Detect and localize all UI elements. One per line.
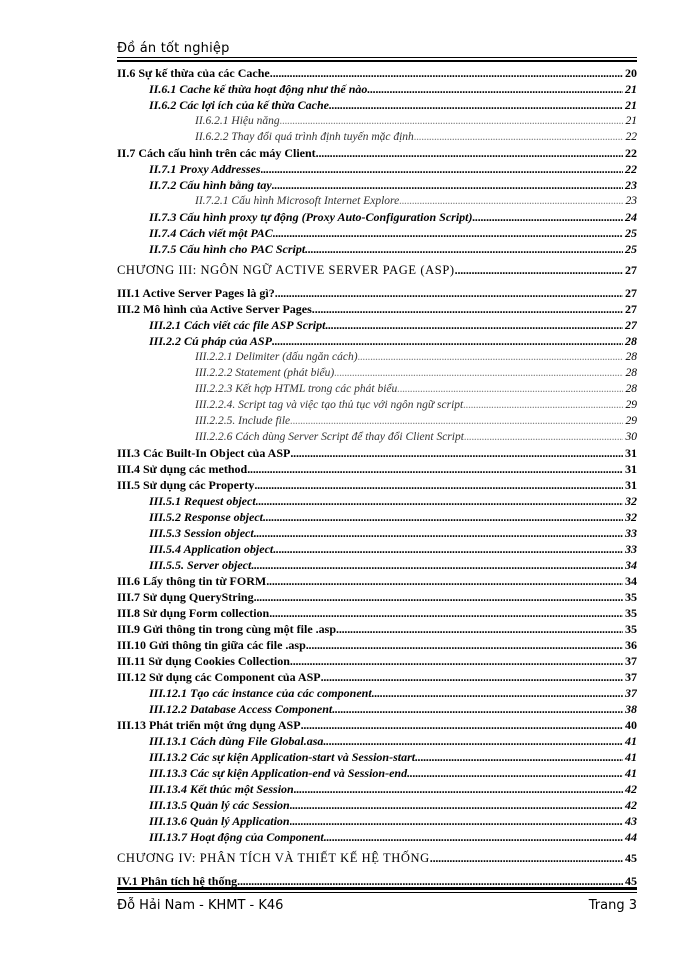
toc-entry-page: 30 [625, 431, 637, 443]
toc-entry-page: 33 [625, 526, 637, 540]
toc-entry-title: II.6.2.1 Hiệu năng [195, 115, 280, 127]
dot-leader [455, 263, 623, 277]
toc-entry-page: 21 [625, 98, 637, 112]
toc-entry [117, 556, 637, 572]
header-rule-thin [117, 57, 637, 58]
toc-entry-title: III.5.3 Session object [149, 526, 254, 540]
toc-entry-page: 33 [625, 542, 637, 556]
toc-entry-title: II.7.4 Cách viết một PAC [149, 226, 273, 240]
toc-entry [117, 700, 637, 716]
toc-entry [117, 396, 637, 412]
toc-entry [117, 192, 637, 208]
toc-entry-title: II.6.1 Cache kế thừa hoạt động như thế nào [149, 82, 368, 96]
dot-leader [407, 766, 623, 780]
toc-entry-page: 42 [625, 798, 637, 812]
toc-entry-page: 25 [625, 242, 637, 256]
dot-leader [273, 542, 623, 556]
toc-entry-title: III.13.6 Quản lý Application [149, 814, 290, 828]
toc-entry-page: 22 [625, 162, 637, 176]
dot-leader [323, 734, 623, 748]
dot-leader [256, 494, 623, 508]
toc-entry-page: 37 [625, 670, 637, 684]
toc-entry-page: 27 [625, 263, 637, 277]
dot-leader [273, 226, 623, 240]
dot-leader [254, 478, 623, 492]
toc-entry [117, 872, 637, 888]
toc-entry [117, 732, 637, 748]
dot-leader [273, 66, 623, 80]
toc-entry-title: III.1 Active Server Pages là gì? [117, 286, 275, 300]
dot-leader [254, 590, 623, 604]
dot-leader [336, 622, 623, 636]
toc-entry-title: III.5.2 Response object [149, 510, 263, 524]
toc-entry-page: 21 [625, 82, 637, 96]
dot-leader [316, 146, 623, 160]
toc-entry-title: IV.1 Phân tích hệ thống [117, 874, 238, 888]
toc-entry [117, 668, 637, 684]
toc-entry [117, 208, 637, 224]
toc-entry-page: 37 [625, 686, 637, 700]
dot-leader [321, 670, 623, 684]
toc-entry-page: 41 [625, 734, 637, 748]
toc-entry-title: III.12 Sử dụng các Component của ASP [117, 670, 321, 684]
toc-entry-page: 32 [625, 510, 637, 524]
toc-entry-title: III.13 Phát triển một ứng dụng ASP [117, 718, 301, 732]
toc-entry-title: III.2.2.4. Script tag và việc tạo thủ tục với ngôn ngữ script [195, 399, 464, 411]
toc-entry [117, 828, 637, 844]
toc-entry [117, 684, 637, 700]
toc-entry [117, 316, 637, 332]
dot-leader [290, 654, 623, 668]
toc-entry-title: III.5.4 Application object [149, 542, 274, 556]
toc-entry-page: 44 [625, 830, 637, 844]
toc-entry-title: III.2 Mô hình của Active Server Pages. [117, 302, 315, 316]
footer-author: Đỗ Hải Nam - KHMT - K46 [117, 898, 284, 913]
toc-entry [117, 80, 637, 96]
toc-entry [117, 716, 637, 732]
toc-entry [117, 588, 637, 604]
toc-entry [117, 96, 637, 112]
toc-entry [117, 128, 637, 144]
toc-entry-page: 36 [625, 638, 637, 652]
toc-entry-page: 45 [625, 874, 637, 888]
dot-leader [301, 718, 623, 732]
toc-entry-page: 25 [625, 226, 637, 240]
toc-entry-title: III.2.2.6 Cách dùng Server Script để thay đổi Client Script [195, 431, 464, 443]
dot-leader [247, 462, 623, 476]
dot-leader [324, 830, 623, 844]
dot-leader [372, 686, 623, 700]
toc-entry [117, 780, 637, 796]
toc-entry-title: III.9 Gửi thông tin trong cùng một file .asp [117, 622, 337, 636]
toc-entry-page: 32 [625, 494, 637, 508]
toc-entry-page: 31 [625, 446, 637, 460]
toc-entry-page: 29 [625, 399, 637, 411]
toc-entry-title: III.2.2 Cú pháp của ASP [149, 334, 272, 348]
toc-entry-page: 23 [625, 178, 637, 192]
toc-entry-title: III.7 Sử dụng QueryString [117, 590, 254, 604]
toc-entry-page: 28 [625, 334, 637, 348]
dot-leader [463, 398, 623, 412]
dot-leader [305, 242, 623, 256]
toc-entry-title: II.6.2.2 Thay đổi quá trình định tuyến mặc định [195, 131, 414, 143]
toc-entry [117, 300, 637, 316]
toc-entry-title: III.8 Sử dụng Form collection [117, 606, 270, 620]
dot-leader [272, 334, 623, 348]
toc-entry-page: 31 [625, 462, 637, 476]
dot-leader [263, 510, 623, 524]
toc-entry [117, 224, 637, 240]
toc-entry-page: 41 [625, 750, 637, 764]
dot-leader [464, 430, 623, 444]
toc-entry [117, 364, 637, 380]
toc-entry-title: III.13.1 Cách dùng File Global.asa [149, 734, 324, 748]
toc-entry-page: 27 [625, 286, 637, 300]
toc-entry-title: III.6 Lấy thông tin từ FORM [117, 574, 267, 588]
dot-leader [290, 814, 623, 828]
toc-entry-page: 38 [625, 702, 637, 716]
toc-entry [117, 444, 637, 460]
footer-rule-thick [117, 887, 637, 890]
toc-entry-title: II.7.3 Cấu hình proxy tự động (Proxy Auto-Configuration Script) [149, 210, 473, 224]
dot-leader [290, 414, 623, 428]
dot-leader [329, 98, 623, 112]
dot-leader [306, 638, 623, 652]
toc-entry-title: III.10 Gửi thông tin giữa các file .asp [117, 638, 306, 652]
toc-entry [117, 604, 637, 620]
toc-entry-title: III.2.2.2 Statement (phát biểu) [195, 367, 335, 379]
toc-entry-page: 28 [625, 367, 637, 379]
toc-entry-title: III.13.7 Hoạt động của Component [149, 830, 324, 844]
toc-entry [117, 812, 637, 828]
dot-leader [415, 750, 623, 764]
dot-leader [261, 162, 623, 176]
toc-entry-title: III.5.5. Server object [149, 558, 252, 572]
toc-entry-page: 20 [625, 66, 637, 80]
dot-leader [266, 574, 623, 588]
dot-leader [251, 558, 623, 572]
toc-entry-title: II.6.2 Các lợi ích của kế thừa Cache [149, 98, 329, 112]
toc-entry-page: 21 [625, 115, 637, 127]
toc-entry-title: III.11 Sử dụng Cookies Collection [117, 654, 290, 668]
dot-leader [280, 114, 623, 128]
dot-leader [430, 851, 623, 865]
toc-entry-title: III.12.2 Database Access Component [149, 702, 333, 716]
toc-entry-page: 35 [625, 622, 637, 636]
toc-entry-title: III.2.2.1 Delimiter (dấu ngăn cách) [195, 351, 358, 363]
footer-rule-thin [117, 892, 637, 893]
dot-leader [254, 526, 623, 540]
toc-entry [117, 284, 637, 300]
toc-entry-title: II.7.1 Proxy Addresses [149, 162, 261, 176]
toc-entry [117, 540, 637, 556]
toc-entry [117, 348, 637, 364]
dot-leader [315, 302, 623, 316]
toc-entry-page: 29 [625, 415, 637, 427]
toc-entry [117, 508, 637, 524]
toc-entry-title: III.13.5 Quản lý các Session [149, 798, 290, 812]
toc-entry-page: 42 [625, 782, 637, 796]
toc-entry-title: II.7 Cách cấu hình trên các máy Client [117, 146, 316, 160]
toc-entry [117, 64, 637, 80]
toc-entry-title: III.13.2 Các sự kiện Application-start và Session-start [149, 750, 416, 764]
toc-chapter-entry [117, 844, 637, 872]
toc-entry [117, 176, 637, 192]
toc-entry-page: 35 [625, 606, 637, 620]
dot-leader [332, 702, 623, 716]
toc-entry-page: 27 [625, 318, 637, 332]
toc-entry [117, 460, 637, 476]
toc-entry [117, 636, 637, 652]
dot-leader [272, 178, 623, 192]
toc-entry [117, 332, 637, 348]
toc-entry-title: III.3 Các Built-In Object của ASP [117, 446, 291, 460]
toc-entry-page: 24 [625, 210, 637, 224]
toc-entry [117, 572, 637, 588]
toc-entry [117, 748, 637, 764]
toc-entry-page: 34 [625, 558, 637, 572]
toc-entry [117, 652, 637, 668]
toc-entry [117, 764, 637, 780]
page-header: Đồ án tốt nghiệp [117, 41, 230, 56]
dot-leader [237, 874, 623, 888]
toc-entry-title: CHƯƠNG III: NGÔN NGỮ ACTIVE SERVER PAGE (ASP) [117, 263, 455, 277]
toc-entry [117, 796, 637, 812]
toc-entry-page: 28 [625, 351, 637, 363]
toc-entry [117, 476, 637, 492]
toc-entry-title: II.7.2 Cấu hình bằng tay [149, 178, 272, 192]
toc-entry-page: 40 [625, 718, 637, 732]
toc-entry-title: II.7.2.1 Cấu hình Microsoft Internet Explore [195, 195, 400, 207]
toc-entry [117, 112, 637, 128]
toc-entry-title: III.2.2.5. Include file [195, 415, 291, 427]
toc-entry [117, 144, 637, 160]
toc-entry [117, 160, 637, 176]
dot-leader [414, 130, 623, 144]
toc-entry-page: 23 [625, 195, 637, 207]
toc-entry-page: 35 [625, 590, 637, 604]
dot-leader [397, 382, 623, 396]
toc-entry [117, 412, 637, 428]
toc-entry [117, 620, 637, 636]
toc-entry [117, 492, 637, 508]
footer-page-number: Trang 3 [588, 898, 637, 913]
toc-entry-title: III.13.4 Kết thúc một Session [149, 782, 294, 796]
toc-entry [117, 240, 637, 256]
toc-entry-title: III.12.1 Tạo các instance của các component [149, 686, 372, 700]
toc-entry-title: II.6 Sự kế thừa của các Cache. [117, 66, 273, 80]
toc-entry-title: III.5 Sử dụng các Property [117, 478, 255, 492]
toc-entry-page: 22 [625, 146, 637, 160]
dot-leader [290, 446, 623, 460]
toc-entry-title: III.13.3 Các sự kiện Application-end và Session-end [149, 766, 408, 780]
toc-entry-page: 22 [625, 131, 637, 143]
dot-leader [358, 350, 623, 364]
toc-entry-page: 31 [625, 478, 637, 492]
dot-leader [269, 606, 623, 620]
toc-entry-title: II.7.5 Cấu hình cho PAC Script [149, 242, 306, 256]
dot-leader [294, 782, 623, 796]
header-rule-thick [117, 60, 637, 62]
toc-entry-title: CHƯƠNG IV: PHÂN TÍCH VÀ THIẾT KẾ HỆ THỐNG [117, 851, 430, 865]
table-of-contents [117, 64, 637, 888]
toc-entry-title: III.2.2.3 Kết hợp HTML trong các phát biểu [195, 383, 398, 395]
dot-leader [367, 82, 623, 96]
toc-entry-title: III.2.1 Cách viết các file ASP Script [149, 318, 326, 332]
toc-entry-page: 34 [625, 574, 637, 588]
dot-leader [399, 194, 623, 208]
toc-entry-page: 37 [625, 654, 637, 668]
toc-entry-title: III.5.1 Request object [149, 494, 256, 508]
toc-entry-page: 41 [625, 766, 637, 780]
toc-entry-page: 43 [625, 814, 637, 828]
toc-entry-title: III.4 Sử dụng các method [117, 462, 248, 476]
toc-entry-page: 27 [625, 302, 637, 316]
dot-leader [290, 798, 623, 812]
dot-leader [325, 318, 623, 332]
dot-leader [472, 210, 623, 224]
toc-chapter-entry [117, 256, 637, 284]
dot-leader [334, 366, 623, 380]
toc-entry [117, 524, 637, 540]
dot-leader [275, 286, 623, 300]
toc-entry [117, 428, 637, 444]
toc-entry [117, 380, 637, 396]
toc-entry-page: 45 [625, 851, 637, 865]
toc-entry-page: 28 [625, 383, 637, 395]
